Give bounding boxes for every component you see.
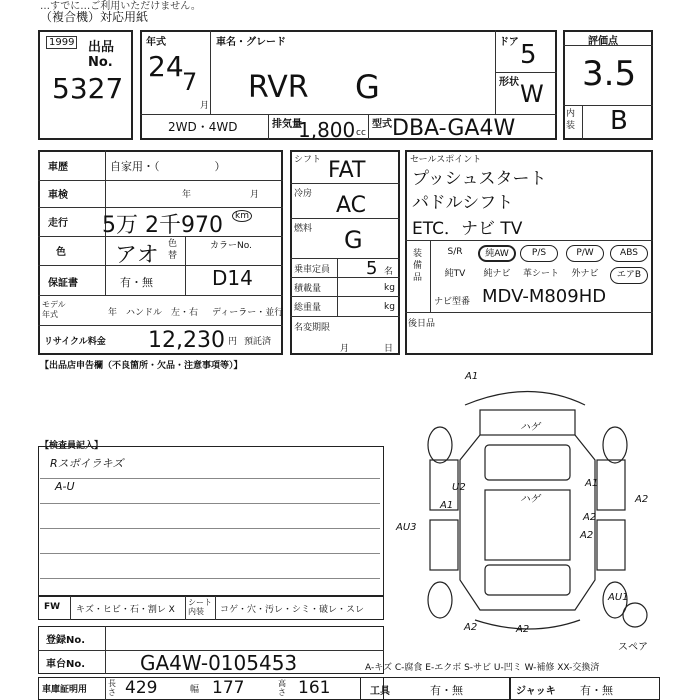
dmg-au1-rear: AU1 (608, 592, 629, 603)
type-label: 型式 (372, 119, 392, 130)
grade-label: 評価点 (588, 36, 618, 47)
damage-legend: A-キズ C-腐食 E-エクボ S-サビ U-凹ミ W-補修 XX-交換済 (365, 663, 600, 673)
dmg-a1-left: A1 (440, 500, 454, 511)
displacement-value: 1,800 (298, 118, 356, 142)
displacement-unit: cc (356, 128, 366, 138)
fw-text-1: キズ・ヒビ・石・割レ X (76, 605, 175, 615)
year-month: 7 (182, 68, 198, 96)
chassis-value: GA4W-0105453 (140, 651, 298, 675)
lot-box (38, 30, 133, 140)
year-label: 年式 (146, 37, 166, 48)
recycle-note: 預託済 (244, 337, 272, 347)
inspection-year: 年 (182, 190, 192, 200)
clipped-header-text: …すでに…ご利用いただけません。 (40, 1, 201, 12)
equip-ext-navi: 外ナビ (571, 269, 599, 279)
grade-score: 3.5 (582, 54, 637, 94)
model-grade: G (355, 68, 380, 106)
equip-aw: 純AW (478, 245, 516, 262)
interior-label: 内装 (566, 109, 576, 131)
color-change-label: 色替 (168, 239, 178, 261)
inspector-line-1: Rスポイラキズ (50, 457, 124, 470)
fw-text-2: コゲ・穴・汚レ・シミ・破レ・スレ (220, 605, 365, 615)
year-era: 24 (148, 50, 184, 83)
equip-sr: S/R (447, 247, 463, 257)
recycle-value: 12,230 (148, 328, 225, 353)
gross-label: 総重量 (294, 303, 322, 313)
type-value: DBA-GA4W (392, 116, 516, 141)
dmg-hage-body: ハゲ (520, 494, 540, 505)
dmg-a2-bumper-left: A2 (464, 622, 478, 633)
equip-airbag: エアB (610, 267, 648, 284)
year-month-unit: 月 (200, 101, 210, 111)
hgt-label: 高さ (278, 679, 286, 697)
model-year-label: モデル年式 (42, 300, 66, 319)
chassis-label: 車台No. (46, 659, 86, 670)
fuel-label: 燃料 (294, 224, 313, 234)
interior-grade: B (610, 106, 628, 136)
color-label: 色 (56, 247, 66, 258)
recycle-label: リサイクル料金 (44, 337, 106, 347)
dmg-au3-left: AU3 (396, 522, 417, 533)
lot-label: 出品No. (88, 40, 115, 70)
model-label: 車名・グレード (216, 37, 286, 48)
hgt-value: 161 (298, 678, 331, 698)
dmg-a2-door: A2 (583, 512, 597, 523)
spare-label: スペア (618, 642, 648, 653)
wid-label: 幅 (190, 685, 200, 695)
navi-label: ナビ型番 (434, 297, 471, 307)
capacity-value: 5 (366, 258, 378, 279)
inspector-label: 【検査員記入】 (40, 441, 104, 451)
equip-pw: P/W (566, 245, 604, 262)
cooling-value: AC (336, 193, 367, 218)
dealer-option: ディーラー・並行 (212, 308, 284, 318)
exhibitor-note-label: 【出品店申告欄（不良箇所・欠品・注意事項等）】 (40, 361, 243, 371)
mileage-unit: km (232, 210, 252, 222)
navi-value: MDV-M809HD (482, 286, 607, 307)
recycle-unit: 円 (228, 337, 238, 347)
equipment-label: 装備品 (413, 249, 423, 283)
cooling-label: 冷房 (294, 189, 313, 199)
doors-label: ドア (499, 37, 519, 48)
history-label: 車歴 (48, 162, 68, 173)
warranty-value: 有・無 (120, 276, 153, 289)
colorno-label: カラーNo. (210, 241, 252, 251)
equip-abs: ABS (610, 245, 648, 262)
cert-row (38, 677, 384, 700)
fuel-value: G (344, 226, 363, 254)
seat-label: シート内装 (188, 598, 212, 616)
dmg-a1-top: A1 (465, 371, 479, 382)
handle-option: ハンドル 左・右 (126, 308, 199, 318)
warranty-label: 保証書 (48, 278, 78, 289)
dmg-hage-roof: ハゲ (520, 422, 540, 433)
shift-label: シフト (294, 155, 322, 165)
history-value: 自家用・（ ） (110, 160, 226, 173)
inspection-label: 車検 (48, 190, 68, 201)
len-value: 429 (125, 678, 158, 698)
colorno-value: D14 (212, 266, 253, 290)
expiry-month: 月 (340, 344, 350, 354)
dmg-u2-left: U2 (452, 482, 466, 493)
later-label: 後日品 (408, 319, 436, 329)
sales-label: セールスポイント (410, 155, 482, 165)
capacity-label: 乗車定員 (294, 265, 331, 275)
sales-point-2: パドルシフト (412, 193, 514, 213)
lot-number: 5327 (52, 72, 124, 105)
registration-label: 登録No. (46, 635, 86, 646)
expiry-label: 名変期限 (294, 323, 331, 333)
capacity-unit: 名 (384, 267, 394, 277)
form-subtitle: （複合機）対応用紙 (40, 10, 149, 24)
jack-label: ジャッキ (516, 686, 556, 697)
sales-point-1: プッシュスタート (412, 169, 547, 189)
dmg-a2-bumper-center: A2 (516, 624, 530, 635)
fw-label: FW (44, 602, 61, 612)
dmg-a2-right: A2 (635, 494, 649, 505)
lot-small: 1999 (46, 36, 77, 49)
equip-tv: 純TV (444, 269, 466, 279)
tools-value: 有・無 (430, 684, 463, 697)
wid-value: 177 (212, 678, 245, 698)
load-label: 積載量 (294, 284, 322, 294)
equip-leather: 革シート (522, 269, 559, 279)
jack-value: 有・無 (580, 684, 613, 697)
model-name: RVR (248, 70, 309, 105)
shift-value: FAT (328, 158, 366, 183)
mileage-value: 5万 2千970 (102, 213, 223, 238)
len-label: 長さ (108, 679, 116, 697)
equip-navi: 純ナビ (483, 269, 511, 279)
shape-value: W (520, 80, 544, 108)
equip-ps: P/S (520, 245, 558, 262)
model-year-unit: 年 (108, 308, 118, 318)
inspector-line-2: A-U (55, 480, 75, 493)
load-unit: kg (384, 283, 395, 293)
displacement-label: 排気量 (272, 119, 302, 130)
doors-value: 5 (520, 40, 537, 70)
color-value: アオ (115, 243, 159, 268)
dmg-a2-rear: A2 (580, 530, 594, 541)
drive-type: 2WD・4WD (168, 120, 238, 134)
gross-unit: kg (384, 302, 395, 312)
mileage-label: 走行 (48, 218, 68, 229)
shape-label: 形状 (499, 77, 519, 88)
cert-label: 車庫証明用 (42, 685, 88, 695)
expiry-day: 日 (384, 344, 394, 354)
sales-point-3: ETC．ナビ TV (412, 219, 523, 239)
dmg-a1-right: A1 (585, 478, 599, 489)
tools-label: 工具 (370, 686, 390, 697)
inspection-month: 月 (250, 190, 260, 200)
